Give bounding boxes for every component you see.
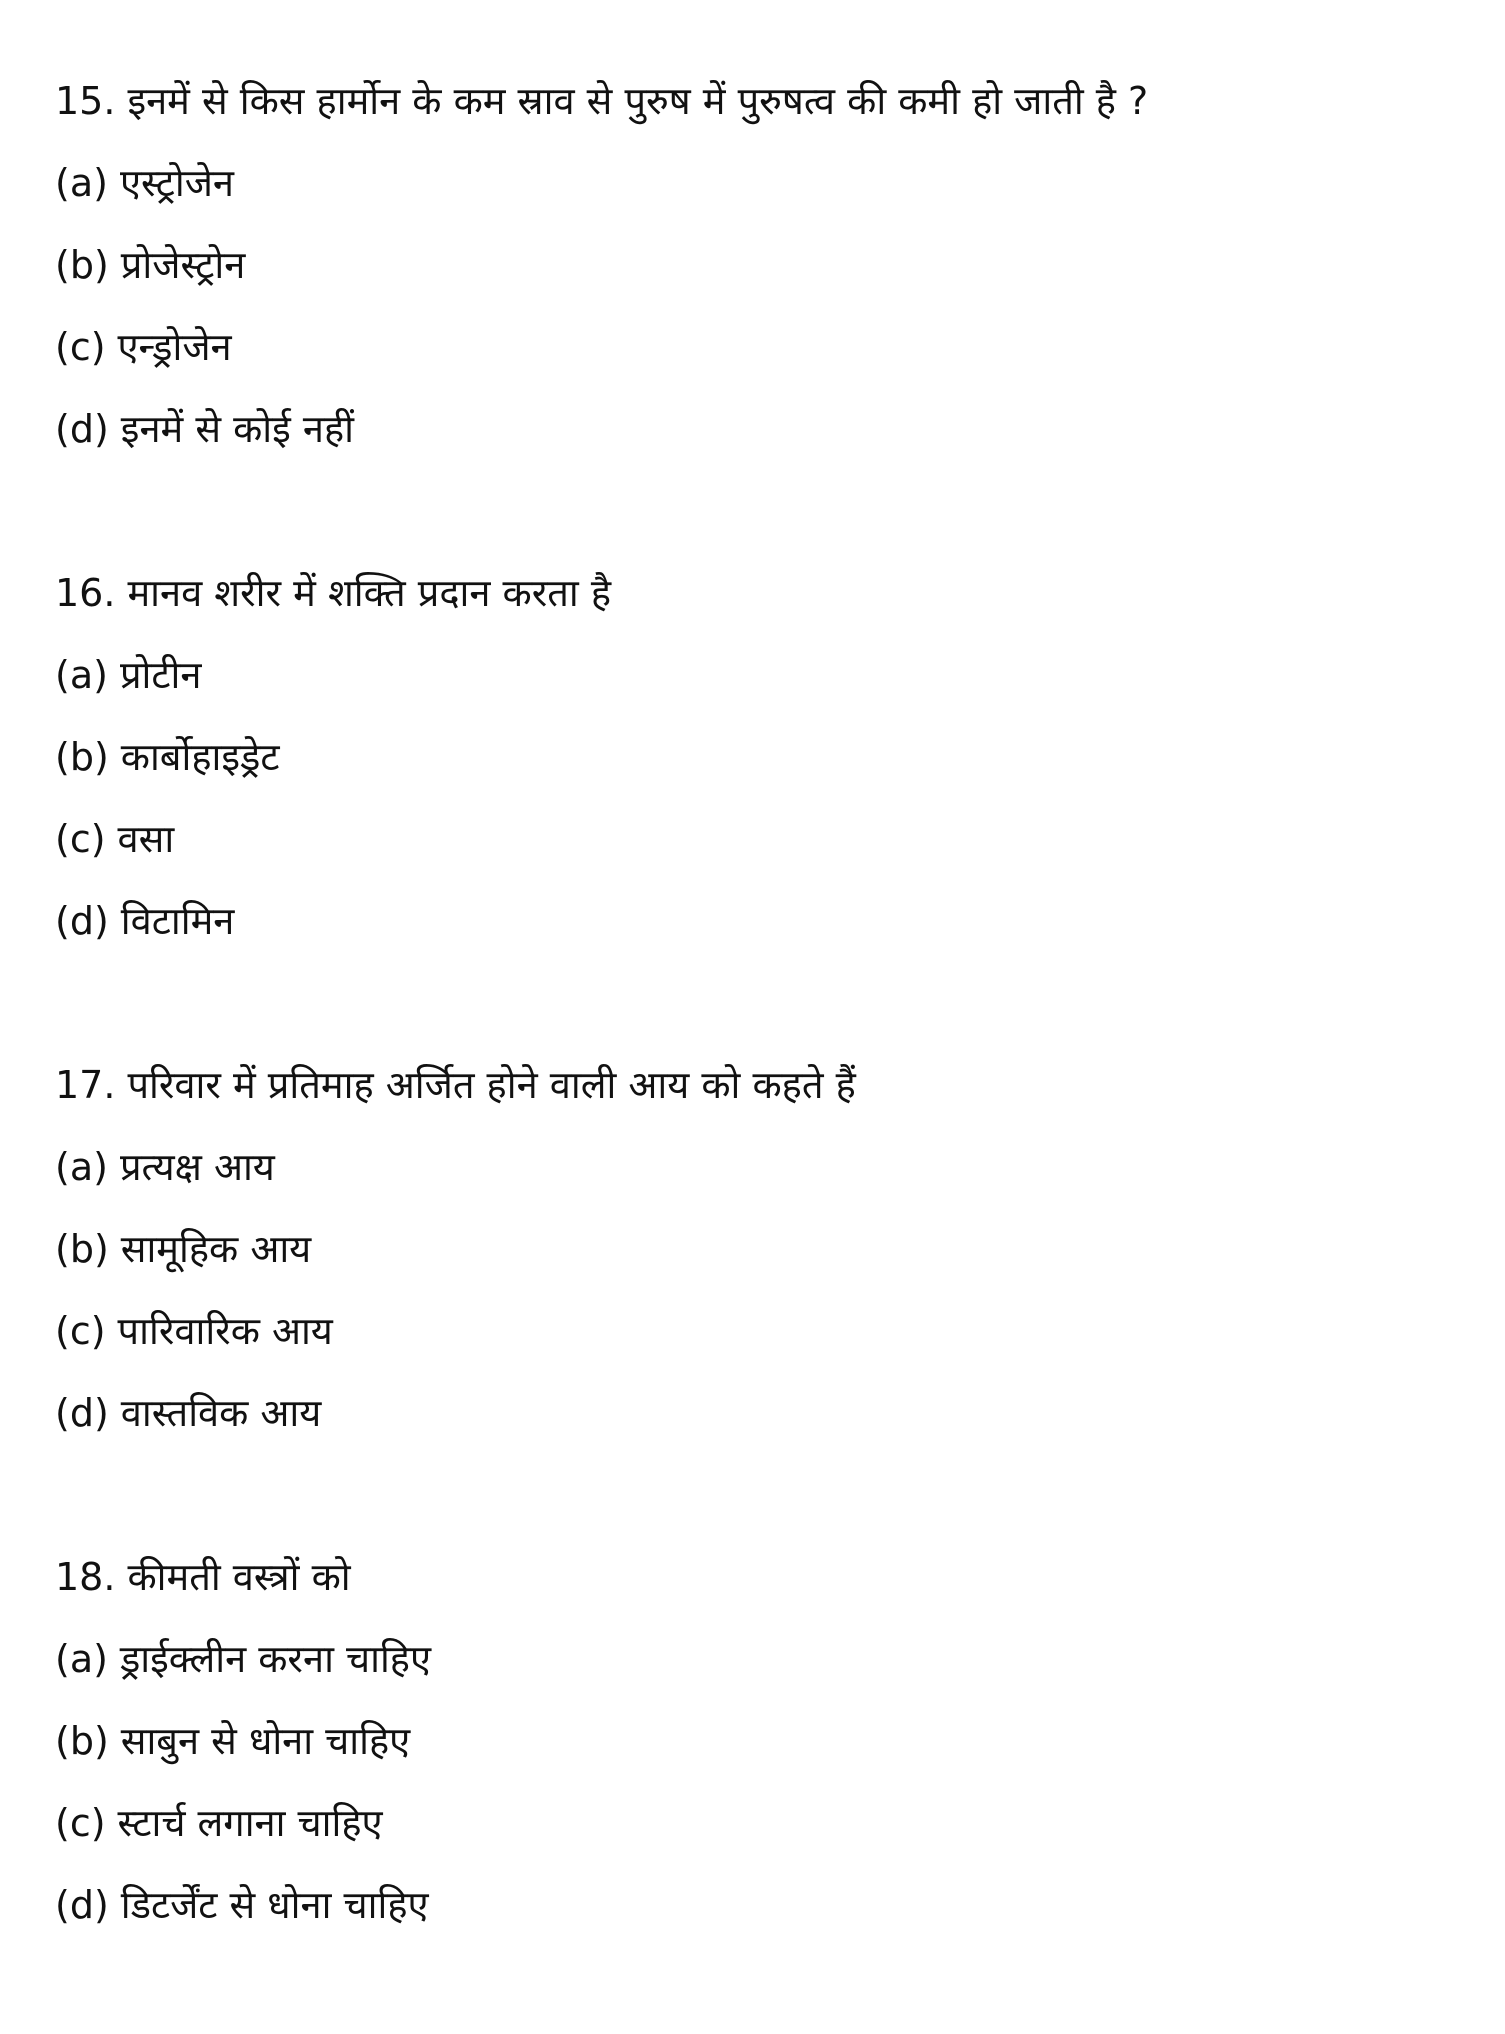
question-number: 16. xyxy=(55,571,116,615)
option-label: (c) xyxy=(55,817,106,861)
question-stem: कीमती वस्त्रों को xyxy=(127,1555,351,1599)
option-text: प्रोटीन xyxy=(119,653,202,697)
option-c xyxy=(55,306,1465,388)
option-text: वास्तविक आय xyxy=(120,1391,322,1435)
option-label: (d) xyxy=(55,1391,109,1435)
option-label: (b) xyxy=(55,735,109,779)
option-label: (a) xyxy=(55,1145,108,1189)
option-label: (d) xyxy=(55,899,109,943)
question-stem: मानव शरीर में शक्ति प्रदान करता है xyxy=(127,571,612,615)
option-text: प्रत्यक्ष आय xyxy=(119,1145,275,1189)
option-b xyxy=(55,1700,1465,1782)
question-number: 18. xyxy=(55,1555,116,1599)
option-label: (a) xyxy=(55,161,108,205)
option-text: प्रोजेस्ट्रोन xyxy=(120,243,246,287)
question-18 xyxy=(55,1536,1465,1946)
option-label: (a) xyxy=(55,653,108,697)
option-a xyxy=(55,634,1465,716)
option-label: (b) xyxy=(55,243,109,287)
option-label: (d) xyxy=(55,407,109,451)
option-label: (b) xyxy=(55,1719,109,1763)
question-stem: परिवार में प्रतिमाह अर्जित होने वाली आय को कहते हैं xyxy=(127,1063,856,1107)
option-text: इनमें से कोई नहीं xyxy=(120,407,354,451)
question-page xyxy=(55,60,1465,2028)
option-d xyxy=(55,880,1465,962)
option-a xyxy=(55,142,1465,224)
option-text: वसा xyxy=(117,817,175,861)
option-text: कार्बोहाइड्रेट xyxy=(120,735,280,779)
option-c xyxy=(55,1290,1465,1372)
question-17 xyxy=(55,1044,1465,1454)
option-label: (c) xyxy=(55,325,106,369)
question-stem: इनमें से किस हार्मोन के कम स्राव से पुरुष में पुरुषत्व की कमी हो जाती है ? xyxy=(127,79,1149,123)
option-label: (c) xyxy=(55,1801,106,1845)
option-b xyxy=(55,716,1465,798)
option-d xyxy=(55,388,1465,470)
question-number: 15. xyxy=(55,79,116,123)
option-label: (a) xyxy=(55,1637,108,1681)
question-15 xyxy=(55,60,1465,470)
option-label: (b) xyxy=(55,1227,109,1271)
question-text xyxy=(55,1536,1465,1618)
option-text: ड्राईक्लीन करना चाहिए xyxy=(119,1637,431,1681)
option-d xyxy=(55,1864,1465,1946)
option-d xyxy=(55,1372,1465,1454)
option-text: पारिवारिक आय xyxy=(117,1309,333,1353)
question-text xyxy=(55,1044,1465,1126)
option-text: एन्ड्रोजेन xyxy=(117,325,232,369)
option-a xyxy=(55,1126,1465,1208)
option-text: विटामिन xyxy=(120,899,235,943)
question-number: 17. xyxy=(55,1063,116,1107)
option-a xyxy=(55,1618,1465,1700)
option-text: एस्ट्रोजेन xyxy=(119,161,235,205)
option-text: डिटर्जेंट से धोना चाहिए xyxy=(120,1883,429,1927)
option-b xyxy=(55,224,1465,306)
option-label: (c) xyxy=(55,1309,106,1353)
option-c xyxy=(55,798,1465,880)
option-c xyxy=(55,1782,1465,1864)
question-text xyxy=(55,552,1465,634)
option-text: सामूहिक आय xyxy=(120,1227,312,1271)
option-text: स्टार्च लगाना चाहिए xyxy=(117,1801,383,1845)
option-text: साबुन से धोना चाहिए xyxy=(120,1719,411,1763)
option-label: (d) xyxy=(55,1883,109,1927)
question-16 xyxy=(55,552,1465,962)
question-text xyxy=(55,60,1465,142)
option-b xyxy=(55,1208,1465,1290)
